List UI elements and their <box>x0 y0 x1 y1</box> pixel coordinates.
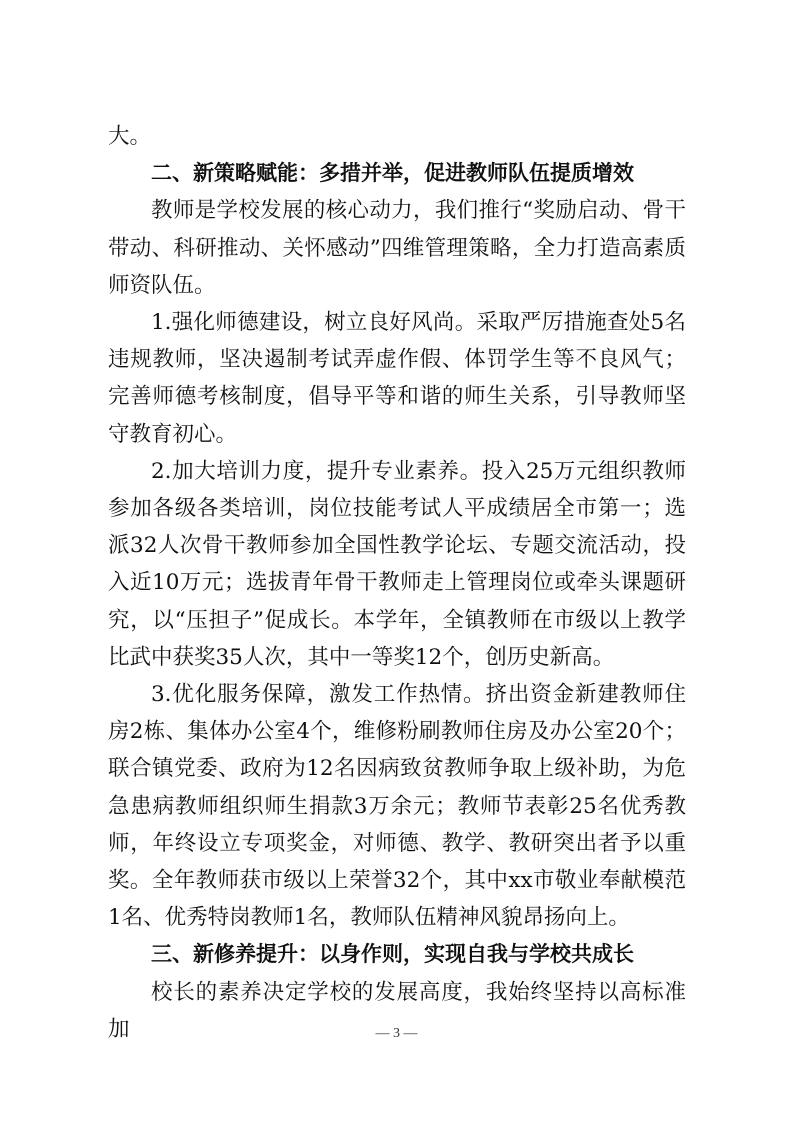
section-heading-3: 三、新修养提升：以身作则，实现自我与学校共成长 <box>151 942 634 967</box>
paragraph-item-1: 1.强化师德建设，树立良好风尚。采取严厉措施查处5名违规教师，坚决遏制考试弄虚作假、体罚学生等不良风气；完善师德考核制度，倡导平等和谐的师生关系，引导教师坚守教育初心。 <box>108 310 686 447</box>
paragraph-section-3-start: 校长的素养决定学校的发展高度，我始终坚持以高标准加 <box>108 979 686 1042</box>
document-body <box>108 118 686 1048</box>
paragraph-intro: 教师是学校发展的核心动力，我们推行“奖励启动、骨干带动、科研推动、关怀感动”四维管理策略，全力打造高素质师资队伍。 <box>108 198 686 298</box>
paragraph-continued: 大。 <box>108 124 152 149</box>
section-heading-2: 二、新策略赋能：多措并举，促进教师队伍提质增效 <box>151 161 634 186</box>
paragraph-item-3: 3.优化服务保障，激发工作热情。挤出资金新建教师住房2栋、集体办公室4个，维修粉刷教师住房及办公室20个；联合镇党委、政府为12名因病致贫教师争取上级补助，为危急患病教师组织师生捐款3万余元；教师节表彰25名优秀教师，年终设立专项奖金，对师德、教学、教研突出者予以重奖。全年教师获市级以上荣誉32个，其中xx市敬业奉献模范1名、优秀特岗教师1名，教师队伍精神风貌昂扬向上。 <box>108 682 686 931</box>
page-number: — 3 — <box>375 1026 418 1041</box>
paragraph-item-2: 2.加大培训力度，提升专业素养。投入25万元组织教师参加各级各类培训，岗位技能考试人平成绩居全市第一；选派32人次骨干教师参加全国性教学论坛、专题交流活动，投入近10万元；选拔青年骨干教师走上管理岗位或牵头课题研究，以“压担子”促成长。本学年，全镇教师在市级以上教学比武中获奖35人次，其中一等奖12个，创历史新高。 <box>108 458 686 670</box>
